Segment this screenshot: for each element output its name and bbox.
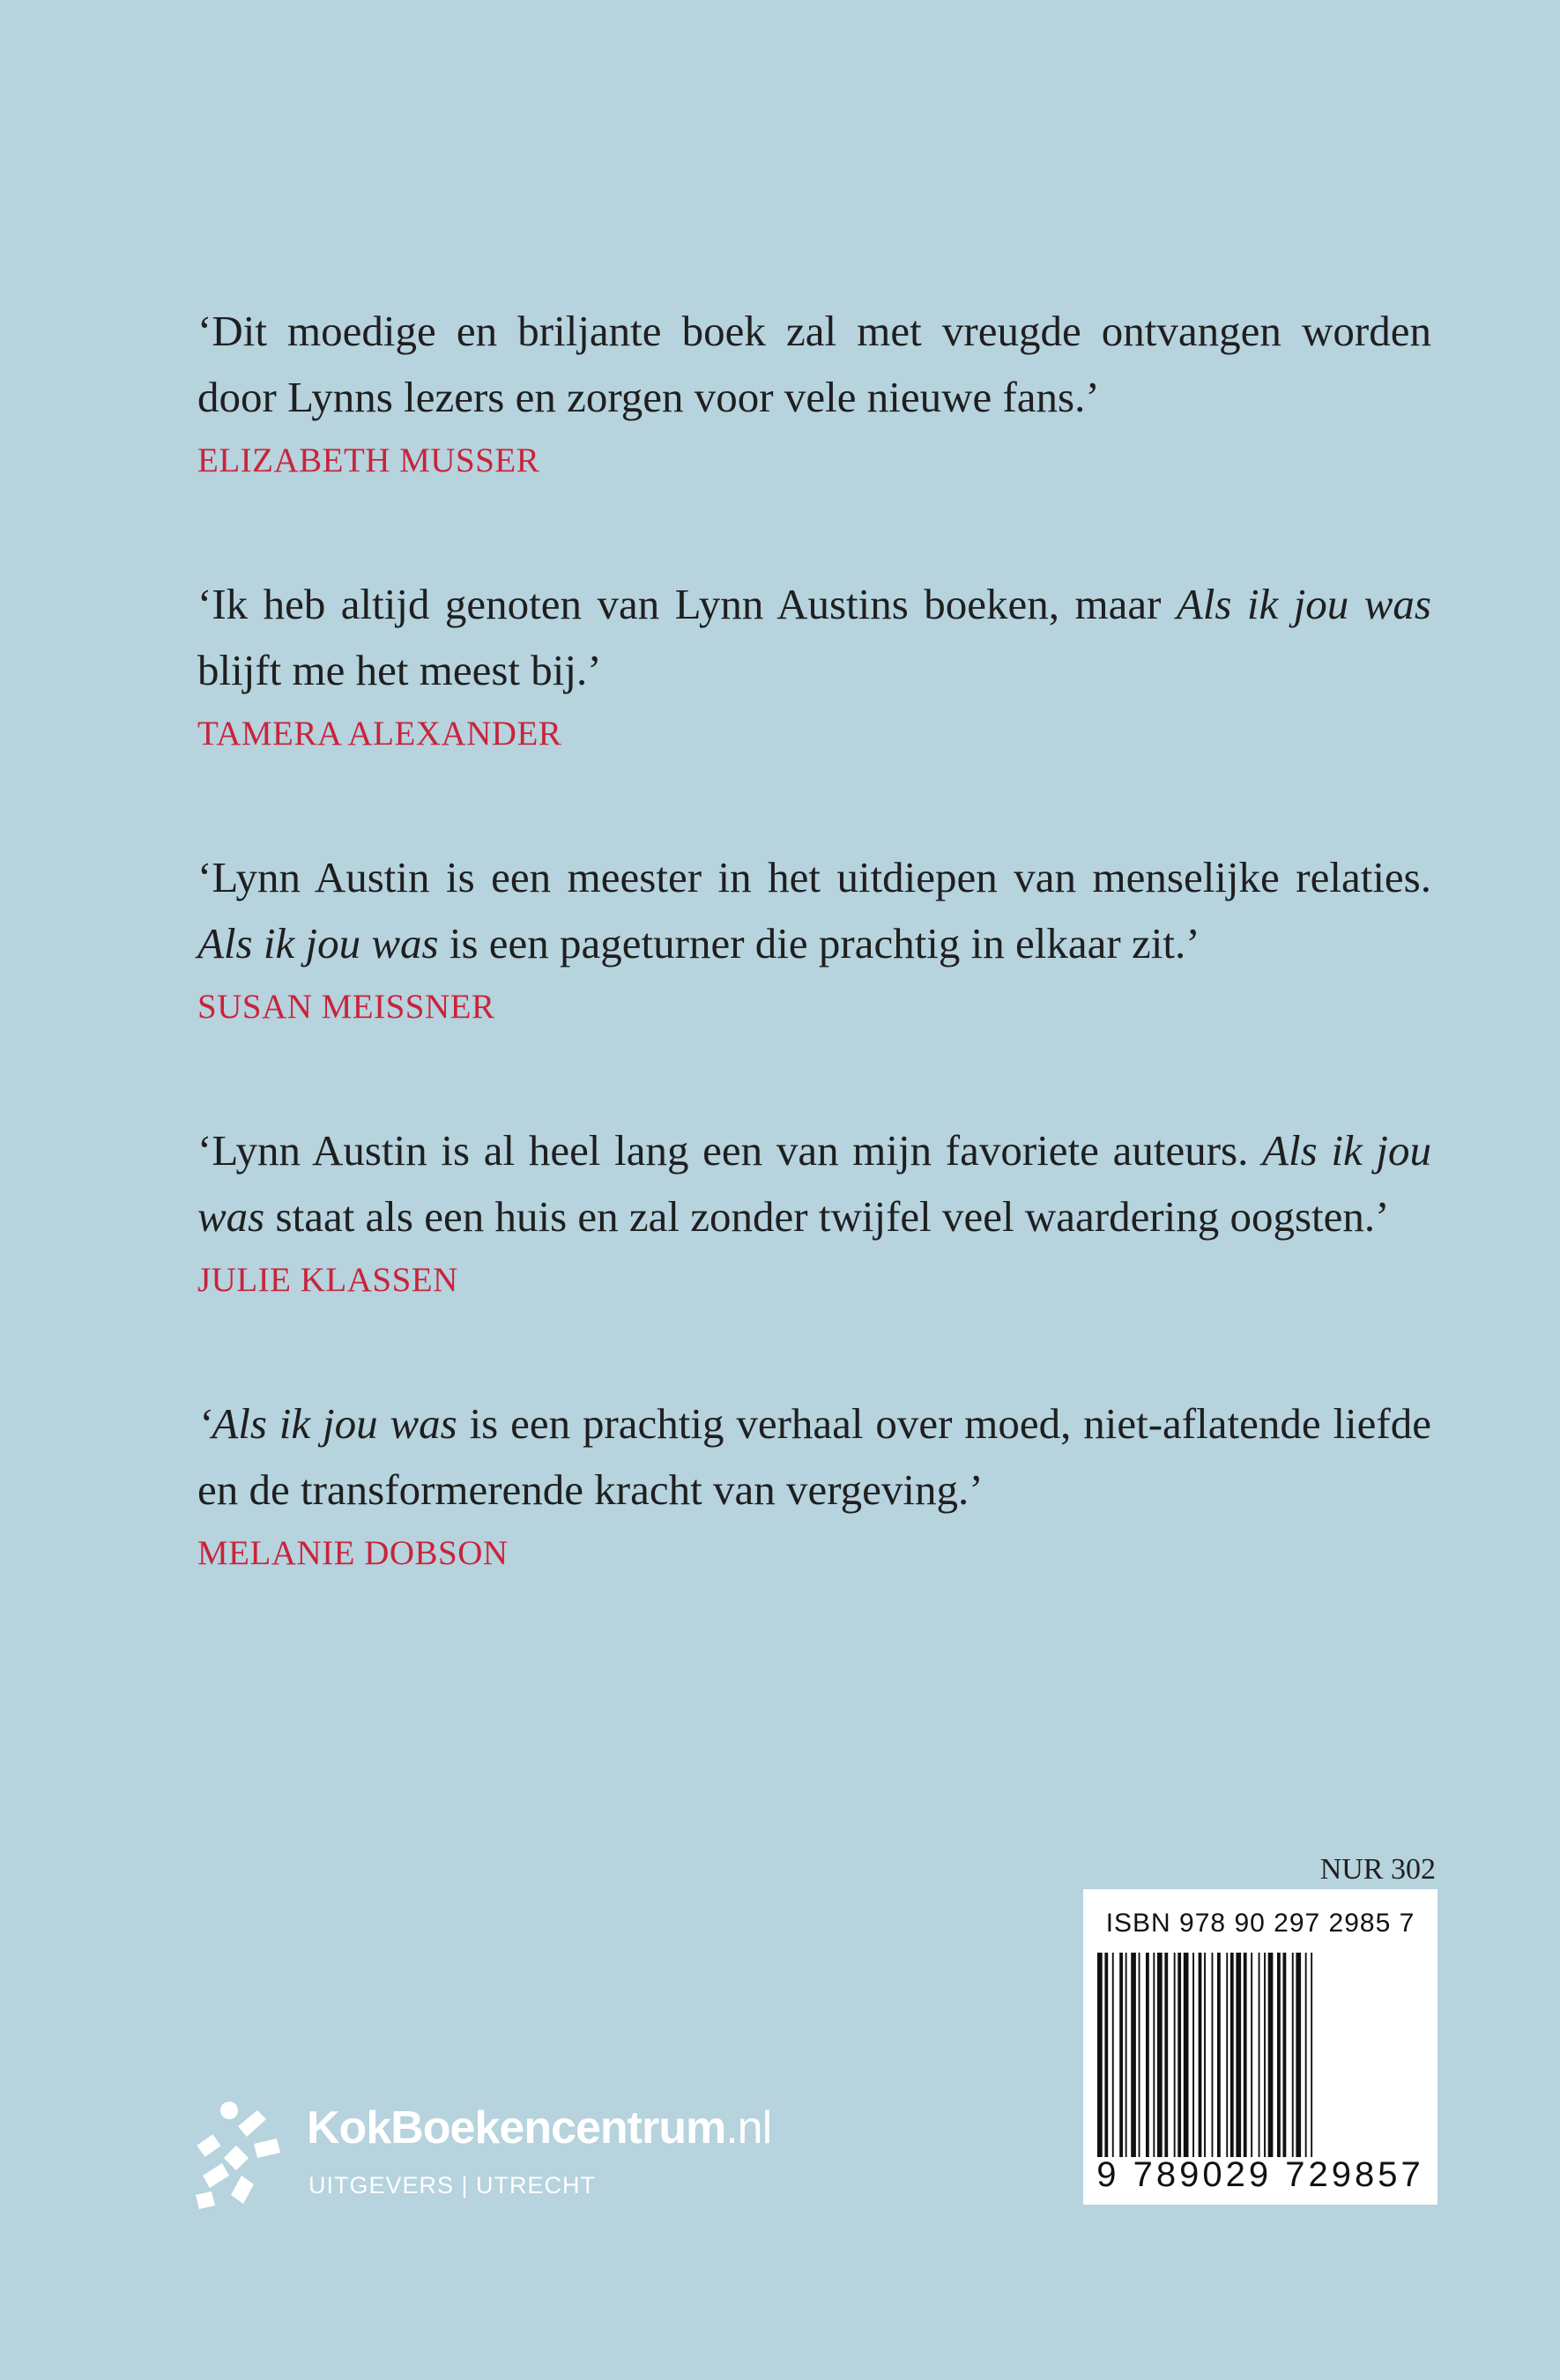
barcode-bar bbox=[1311, 1953, 1312, 2157]
publisher-name bbox=[307, 2102, 771, 2154]
blurb-author: SUSAN MEISSNER bbox=[197, 988, 495, 1026]
book-title-italic: Als ik jou was bbox=[1176, 580, 1431, 628]
nur-code: NUR 302 bbox=[1319, 1853, 1436, 1886]
barcode-bar bbox=[1204, 1953, 1206, 2157]
publisher-logo bbox=[192, 2100, 897, 2232]
quote-text: staat als een huis en zal zonder twijfel veel waardering oogsten.’ bbox=[264, 1192, 1390, 1241]
barcode-bar bbox=[1119, 1953, 1123, 2157]
barcode-bar bbox=[1236, 1953, 1241, 2157]
barcode-bar bbox=[1174, 1953, 1176, 2157]
quote-text: is een pageturner die prachtig in elkaar zit.’ bbox=[438, 919, 1200, 968]
barcode-bar bbox=[1212, 1953, 1214, 2157]
publisher-name-tld: .nl bbox=[725, 2102, 772, 2154]
barcode-bar bbox=[1226, 1953, 1228, 2157]
blurb bbox=[197, 1117, 1431, 1306]
barcode-bar bbox=[1264, 1953, 1266, 2157]
barcode-bar bbox=[1112, 1953, 1114, 2157]
barcode-bar bbox=[1097, 1953, 1103, 2157]
publisher-subline: UITGEVERS | UTRECHT bbox=[308, 2172, 597, 2198]
blurb-author: TAMERA ALEXANDER bbox=[197, 715, 562, 753]
barcode-bar bbox=[1230, 1953, 1234, 2157]
quote-text: ‘Ik heb altijd genoten van Lynn Austins boeken, maar bbox=[197, 580, 1177, 628]
isbn-text: ISBN 978 90 297 2985 7 bbox=[1105, 1909, 1415, 1938]
barcode-bar bbox=[1268, 1953, 1274, 2157]
book-title-italic: ‘Als ik jou was bbox=[197, 1399, 457, 1448]
barcode-box bbox=[1083, 1889, 1437, 2205]
blurb-quote bbox=[197, 1117, 1431, 1249]
blurb-author: ELIZABETH MUSSER bbox=[197, 441, 540, 479]
book-title-italic: Als ik jou was bbox=[197, 1126, 1432, 1241]
barcode-bar bbox=[1192, 1953, 1194, 2157]
blurb-quote bbox=[197, 1390, 1431, 1523]
quote-text: ‘Lynn Austin is al heel lang een van mijn favoriete auteurs. bbox=[197, 1126, 1263, 1175]
barcode-bar bbox=[1251, 1953, 1252, 2157]
barcode-number: 9 789029 729857 bbox=[1096, 2155, 1424, 2194]
barcode-bar bbox=[1177, 1953, 1181, 2157]
barcode-bar bbox=[1164, 1953, 1168, 2157]
barcode-bar bbox=[1157, 1953, 1163, 2157]
quote-text: blijft me het meest bij.’ bbox=[197, 646, 602, 694]
quote-text: ‘Dit moedige en briljante boek zal met vreugde ontvangen worden door Lynns lezers en zorgen voor vele nieuwe fans.’ bbox=[197, 307, 1431, 421]
barcode-bar bbox=[1125, 1953, 1127, 2157]
blurb-quote bbox=[197, 298, 1431, 430]
barcode-bar bbox=[1296, 1953, 1301, 2157]
barcode-bar bbox=[1199, 1953, 1202, 2157]
barcode-bar bbox=[1259, 1953, 1260, 2157]
barcode-bar bbox=[1104, 1953, 1108, 2157]
blurb bbox=[197, 844, 1431, 1033]
barcode-bar bbox=[1139, 1953, 1140, 2157]
barcode-bar bbox=[1283, 1953, 1287, 2157]
barcode-bar bbox=[1277, 1953, 1281, 2157]
blurb-author: MELANIE DOBSON bbox=[197, 1534, 509, 1572]
barcode-bar bbox=[1217, 1953, 1221, 2157]
barcode-bar bbox=[1292, 1953, 1294, 2157]
book-title-italic: Als ik jou was bbox=[197, 919, 439, 968]
barcode-bar bbox=[1146, 1953, 1149, 2157]
kokboekencentrum-logo-icon bbox=[192, 2100, 289, 2214]
barcode-bar bbox=[1153, 1953, 1155, 2157]
barcode-bar bbox=[1244, 1953, 1247, 2157]
barcode-bar bbox=[1184, 1953, 1189, 2157]
barcode-bar bbox=[1305, 1953, 1307, 2157]
blurb-quote bbox=[197, 844, 1431, 976]
barcode-bar bbox=[1131, 1953, 1136, 2157]
quote-text: ‘Lynn Austin is een meester in het uitdiepen van menselijke relaties. bbox=[197, 853, 1431, 901]
blurb bbox=[197, 1390, 1431, 1579]
blurbs bbox=[197, 298, 1431, 1664]
quote-text: is een prachtig verhaal over moed, niet-aflatende liefde en de transformerende kracht van vergeving.’ bbox=[197, 1399, 1431, 1514]
blurb bbox=[197, 571, 1431, 760]
blurb-quote bbox=[197, 571, 1431, 703]
barcode bbox=[1096, 1953, 1425, 2157]
blurb bbox=[197, 298, 1431, 486]
publisher-name-main: KokBoekencentrum bbox=[307, 2102, 726, 2154]
blurb-author: JULIE KLASSEN bbox=[197, 1261, 458, 1299]
